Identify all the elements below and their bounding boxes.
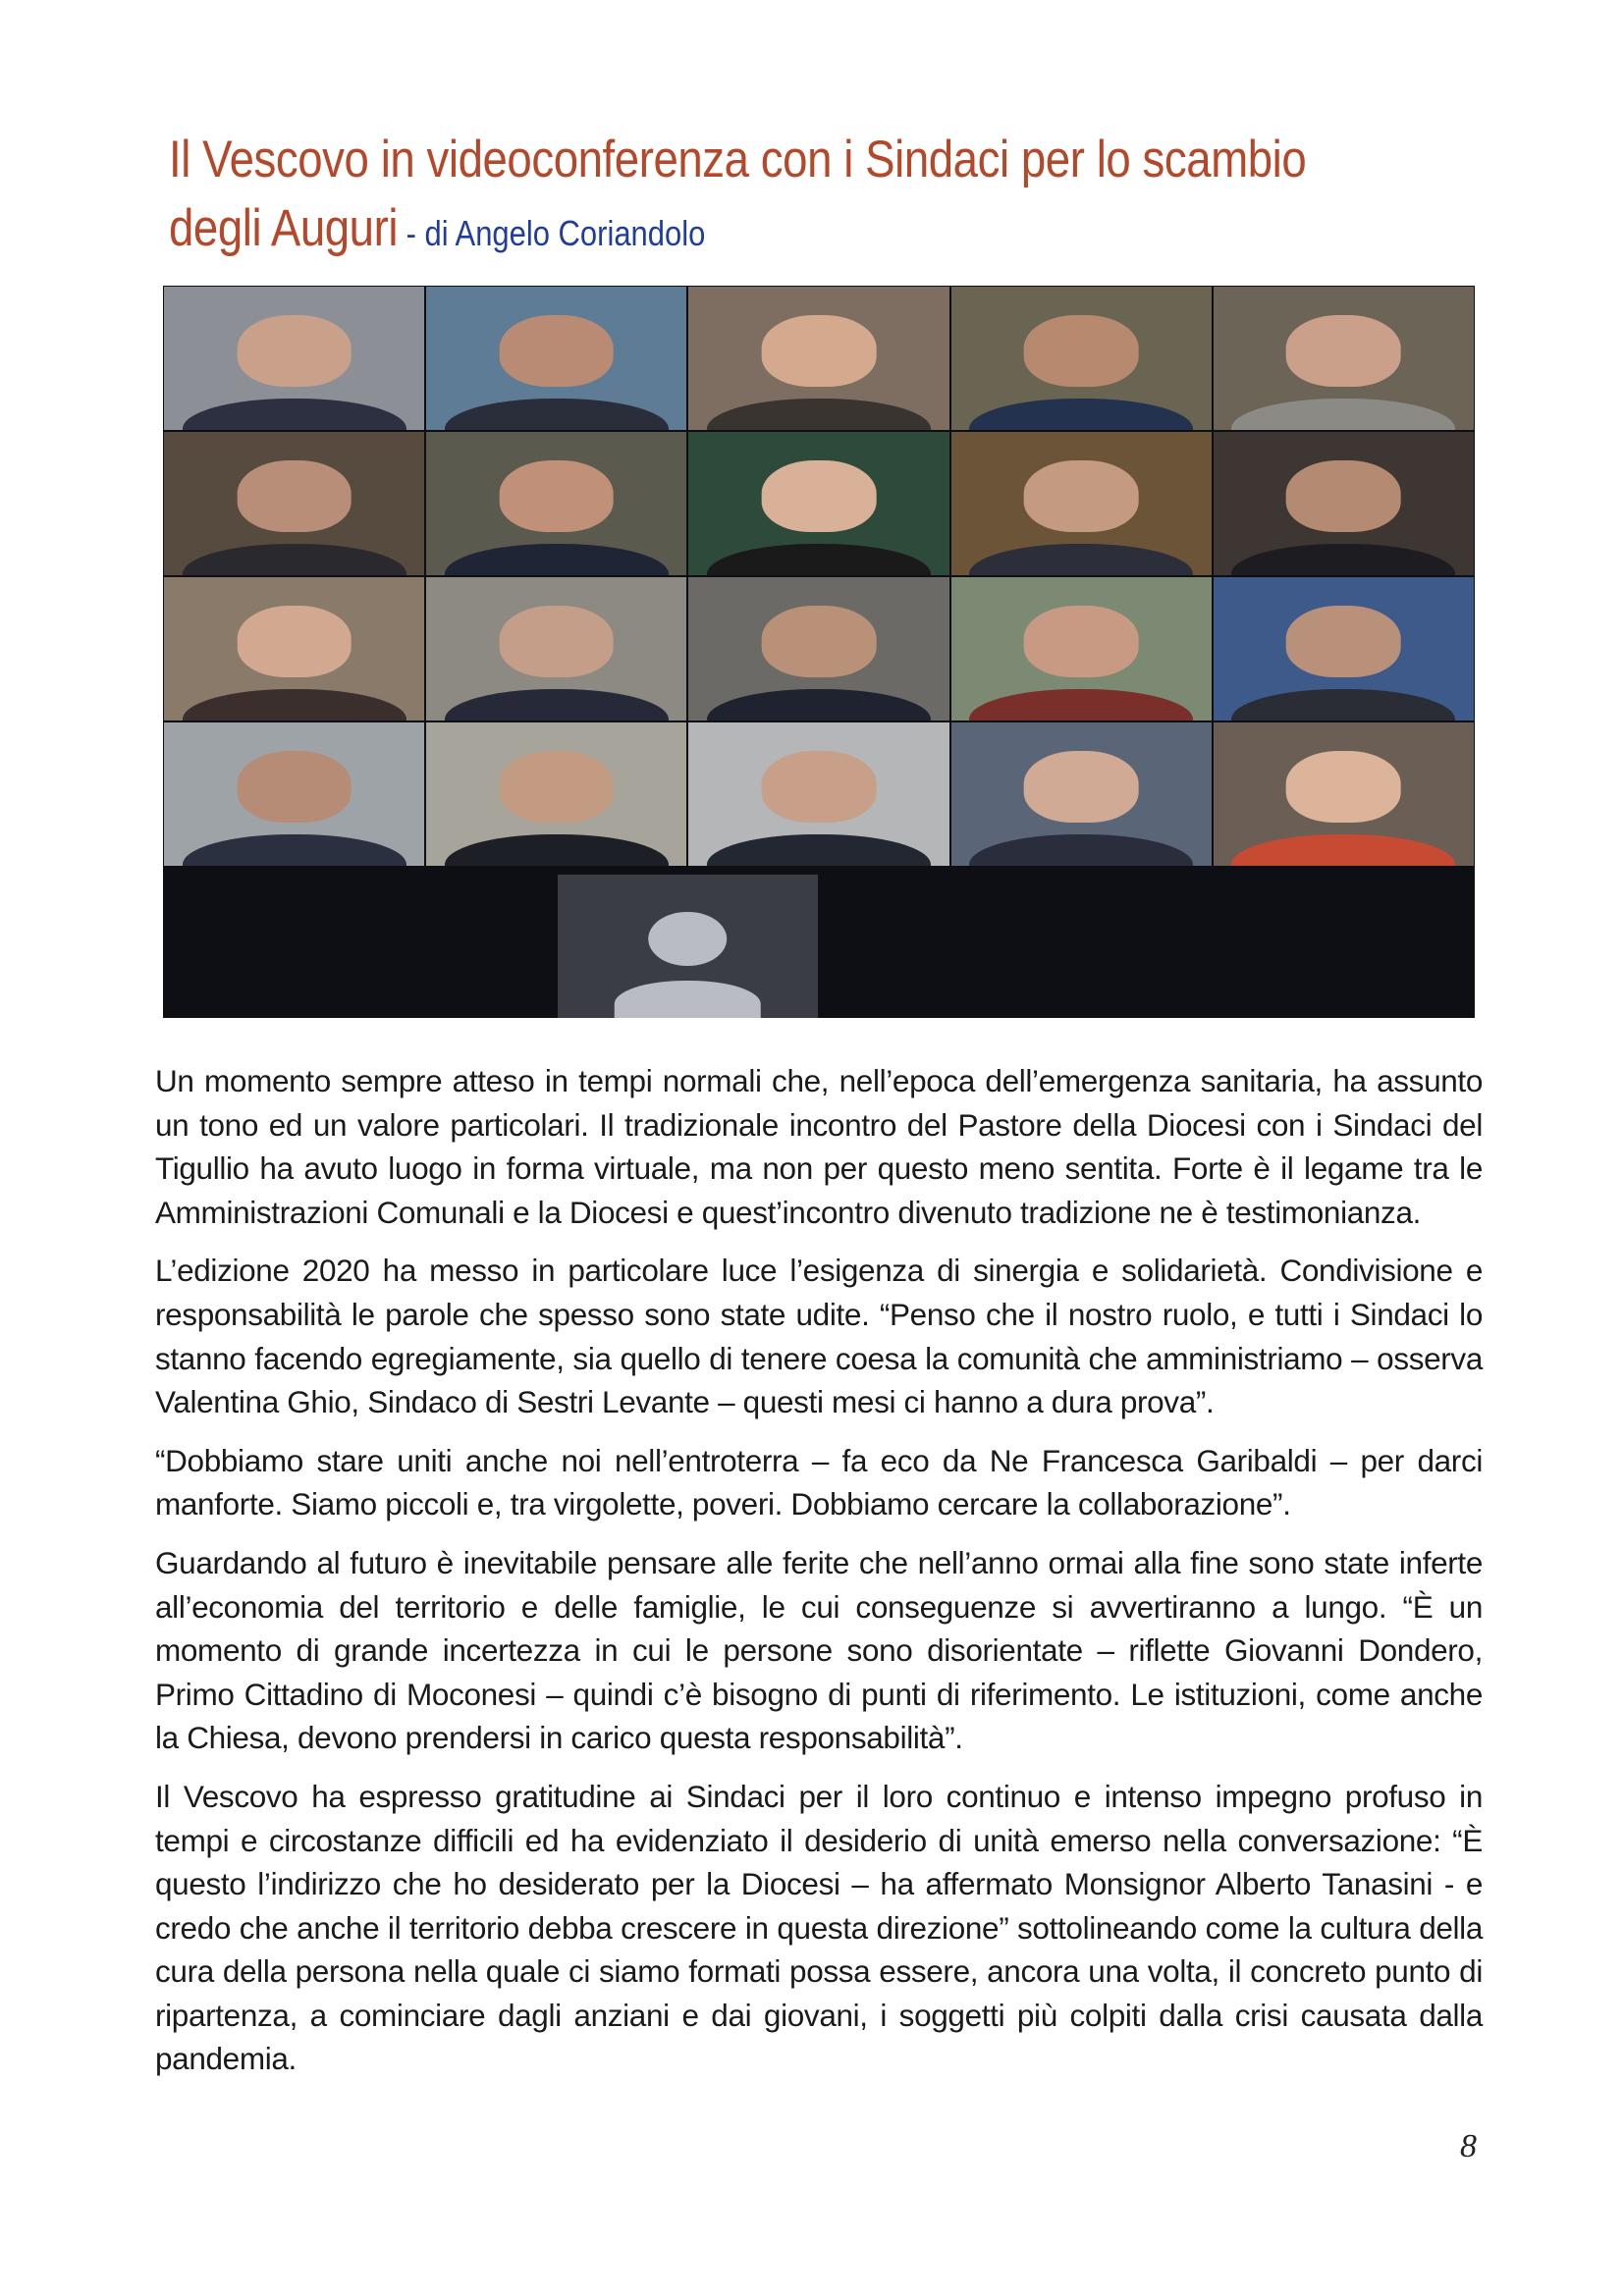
article-author: - di Angelo Coriandolo bbox=[398, 213, 706, 253]
title-line-2 bbox=[169, 194, 1300, 268]
participant-tile bbox=[951, 287, 1212, 430]
participant-tile bbox=[426, 577, 686, 721]
participant-tile bbox=[1214, 577, 1474, 721]
participant-tile bbox=[164, 287, 424, 430]
participant-tile bbox=[951, 432, 1212, 575]
participant-tile bbox=[688, 577, 948, 721]
participant-tile bbox=[164, 722, 424, 866]
avatar-placeholder-icon bbox=[558, 875, 818, 1018]
participant-tile bbox=[951, 577, 1212, 721]
paragraph-2: L’edizione 2020 ha messo in particolare luce l’esigenza di sinergia e solidarietà. Condivisione e responsabilità le parole che spesso sono state udite. “Penso che il nostro ruolo, e tutti i Sindaci lo stanno facendo egregiamente, sia quello di tenere coesa la comunità che amministriamo – osserva Valentina Ghio, Sindaco di Sestri Levante – questi mesi ci hanno a dura prova”. bbox=[155, 1253, 1483, 1420]
article-title bbox=[169, 126, 1307, 268]
page-number: 8 bbox=[1460, 2128, 1477, 2164]
participant-tile bbox=[1214, 722, 1474, 866]
participant-tile bbox=[164, 577, 424, 721]
participant-tile bbox=[164, 432, 424, 575]
participant-tile bbox=[951, 722, 1212, 866]
videoconference-photo bbox=[163, 286, 1475, 1018]
participant-tile bbox=[688, 722, 948, 866]
paragraph-1: Un momento sempre atteso in tempi normali che, nell’epoca dell’emergenza sanitaria, ha assunto un tono ed un valore particolari. Il tradizionale incontro del Pastore della Diocesi con i Sindaci del Tigullio ha avuto luogo in forma virtuale, ma non per questo meno sentita. Forte è il legame tra le Amministrazioni Comunali e la Diocesi e quest’incontro divenuto tradizione ne è testimonianza. bbox=[155, 1063, 1483, 1230]
title-line-2-text: degli Auguri bbox=[169, 199, 399, 257]
paragraph-4: Guardando al futuro è inevitabile pensare alle ferite che nell’anno ormai alla fine sono state inferte all’economia del territorio e delle famiglie, le cui conseguenze si avvertiranno a lungo. “È un momento di grande incertezza in cui le persone sono disorientate – riflette Giovanni Dondero, Primo Cittadino di Moconesi – quindi c’è bisogno di punti di riferimento. Le istituzioni, come anche la Chiesa, devono prendersi in carico questa responsabilità”. bbox=[155, 1544, 1483, 1756]
participant-tile bbox=[426, 287, 686, 430]
participant-tile bbox=[1214, 287, 1474, 430]
paragraph-3: “Dobbiamo stare uniti anche noi nell’entroterra – fa eco da Ne Francesca Garibaldi – per darci manforte. Siamo piccoli e, tra virgolette, poveri. Dobbiamo cercare la collaborazione”. bbox=[155, 1442, 1483, 1522]
participant-tile bbox=[1214, 432, 1474, 575]
article-body bbox=[155, 1059, 1483, 2096]
participant-tile bbox=[688, 432, 948, 575]
participant-tile bbox=[688, 287, 948, 430]
paragraph-5: Il Vescovo ha espresso gratitudine ai Sindaci per il loro continuo e intenso impegno profuso in tempi e circostanze difficili ed ha evidenziato il desiderio di unità emerso nella conversazione: “È questo l’indirizzo che ho desiderato per la Diocesi – ha affermato Monsignor Alberto Tanasini - e credo che anche il territorio debba crescere in questa direzione” sottolineando come la cultura della cura della persona nella quale ci siamo formati possa essere, ancora una volta, il concreto punto di ripartenza, a cominciare dagli anziani e dai giovani, i soggetti più colpiti dalla crisi causata dalla pandemia. bbox=[155, 1778, 1483, 2077]
participant-tile bbox=[426, 432, 686, 575]
participant-tile bbox=[426, 722, 686, 866]
title-line-1: Il Vescovo in videoconferenza con i Sindaci per lo scambio bbox=[169, 131, 1307, 188]
